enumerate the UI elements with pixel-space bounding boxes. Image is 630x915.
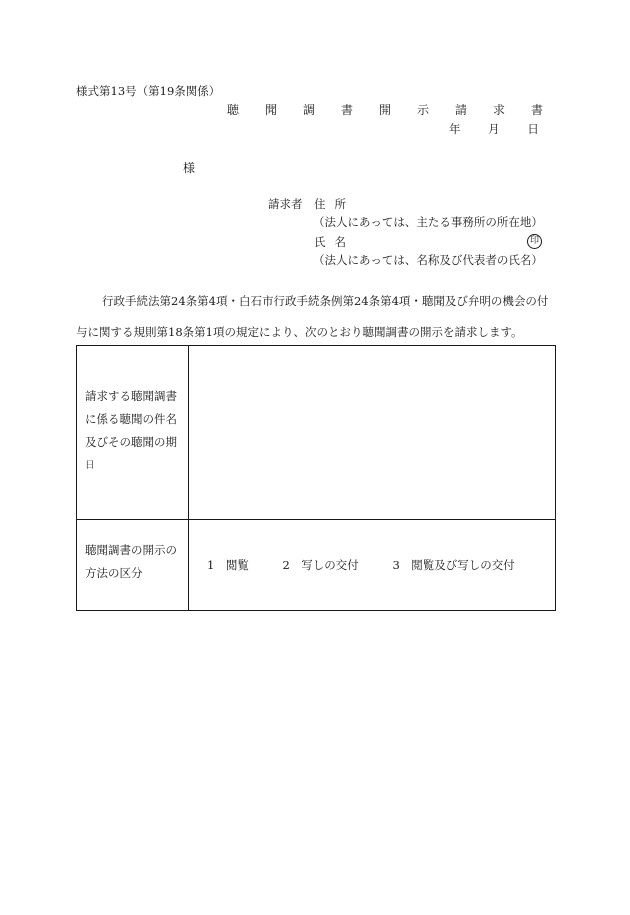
name-label: 氏名: [314, 235, 355, 249]
table-row-divider: [77, 519, 555, 520]
disclosure-method-label: [85, 539, 177, 585]
request-form-table: [76, 345, 556, 611]
method-label-line: 方法の区分: [85, 566, 143, 580]
name-note: （法人にあっては、名称及び代表者の氏名）: [313, 253, 543, 267]
requester-label: 請求者: [268, 197, 303, 211]
body-text-line-2: 与に関する規則第18条第1項の規定により、次のとおり聴聞調書の開示を請求します。: [76, 325, 523, 339]
subject-label-line: に係る聴聞の件名: [85, 412, 177, 426]
method-option-view: 1 閲覧: [207, 558, 249, 572]
table-column-divider: [188, 346, 189, 610]
method-label-line: 聴聞調書の開示の: [85, 543, 177, 557]
addressee-suffix: 様: [183, 161, 196, 175]
date-year: 年: [449, 122, 461, 136]
seal-mark-icon: 印: [527, 234, 542, 249]
method-option-copy: 2 写しの交付: [282, 558, 359, 572]
date-month: 月: [488, 122, 500, 136]
method-option-view-and-copy: 3 閲覧及び写しの交付: [392, 558, 515, 572]
date-day: 日: [527, 122, 539, 136]
body-text-line-1: 行政手続法第24条第4項・白石市行政手続条例第24条第4項・聴聞及び弁明の機会の付: [102, 294, 549, 308]
subject-label-line: 請求する聴聞調書: [85, 389, 177, 403]
subject-and-date-label: [85, 385, 177, 477]
document-title: 聴 聞 調 書 開 示 請 求 書: [227, 103, 551, 117]
address-label: 住所: [314, 197, 355, 211]
subject-label-line: 及びその聴聞の期: [85, 435, 177, 449]
form-number: 様式第13号（第19条関係）: [76, 84, 221, 98]
subject-label-line: 日: [85, 460, 95, 471]
disclosure-method-options: [207, 557, 515, 573]
address-note: （法人にあっては、主たる事務所の所在地）: [313, 215, 543, 229]
date-line: [449, 124, 539, 136]
